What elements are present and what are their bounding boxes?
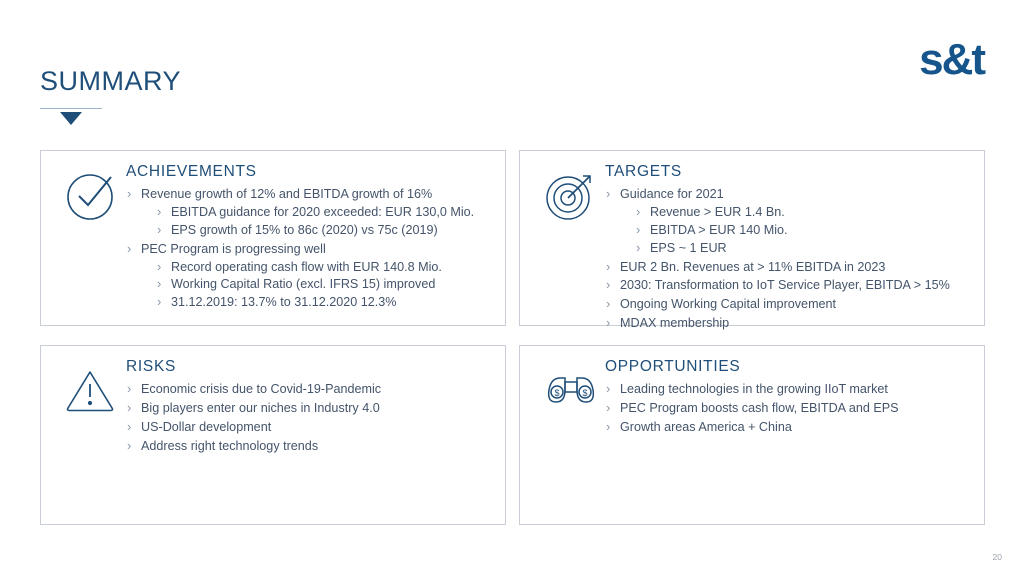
check-circle-icon (59, 165, 125, 225)
targets-body (605, 185, 974, 333)
list-item: › US-Dollar development (126, 419, 495, 437)
opportunities-heading: OPPORTUNITIES (605, 358, 741, 375)
list-item: › Revenue growth of 12% and EBITDA growth of 16% (126, 186, 495, 204)
list-item: › Address right technology trends (126, 438, 495, 456)
achievements-box (40, 150, 506, 326)
list-item: › EPS ~ 1 EUR (635, 240, 974, 258)
company-logo: s&t (919, 35, 984, 84)
achievements-heading: ACHIEVEMENTS (126, 163, 257, 180)
list-item: › Working Capital Ratio (excl. IFRS 15) improved (156, 276, 495, 294)
list-item: › Revenue > EUR 1.4 Bn. (635, 204, 974, 222)
targets-heading: TARGETS (605, 163, 682, 180)
targets-box (519, 150, 985, 331)
risks-heading: RISKS (126, 358, 177, 375)
svg-text:$: $ (554, 388, 560, 398)
page-number: 20 (992, 552, 1002, 562)
list-item: › PEC Program boosts cash flow, EBITDA and EPS (605, 400, 974, 418)
list-item: › EBITDA > EUR 140 Mio. (635, 222, 974, 240)
target-arrow-icon (538, 165, 604, 225)
list-item: › Record operating cash flow with EUR 140.8 Mio. (156, 259, 495, 277)
title-divider (40, 108, 102, 109)
list-item: › Growth areas America + China (605, 419, 974, 437)
list-item: › EBITDA guidance for 2020 exceeded: EUR 130,0 Mio. (156, 204, 495, 222)
list-item: › Guidance for 2021 (605, 186, 974, 204)
list-item: › 31.12.2019: 13.7% to 31.12.2020 12.3% (156, 294, 495, 312)
achievements-body (126, 185, 495, 312)
list-item: › EPS growth of 15% to 86c (2020) vs 75c (2019) (156, 222, 495, 240)
list-item: › PEC Program is progressing well (126, 241, 495, 259)
binoculars-icon (538, 360, 604, 420)
opportunities-body (605, 380, 974, 437)
triangle-marker-icon (60, 112, 82, 125)
opportunities-box (519, 345, 985, 525)
warning-triangle-icon (59, 360, 125, 420)
page-title: SUMMARY (40, 66, 182, 96)
risks-box (40, 345, 506, 525)
list-item: › Big players enter our niches in Industry 4.0 (126, 400, 495, 418)
list-item: › Leading technologies in the growing IIoT market (605, 381, 974, 399)
risks-body (126, 380, 495, 456)
list-item: › 2030: Transformation to IoT Service Player, EBITDA > 15% (605, 277, 974, 295)
list-item: › Ongoing Working Capital improvement (605, 296, 974, 314)
list-item: › MDAX membership (605, 315, 974, 333)
list-item: › Economic crisis due to Covid-19-Pandemic (126, 381, 495, 399)
svg-text:$: $ (582, 388, 588, 398)
list-item: › EUR 2 Bn. Revenues at > 11% EBITDA in 2023 (605, 259, 974, 277)
